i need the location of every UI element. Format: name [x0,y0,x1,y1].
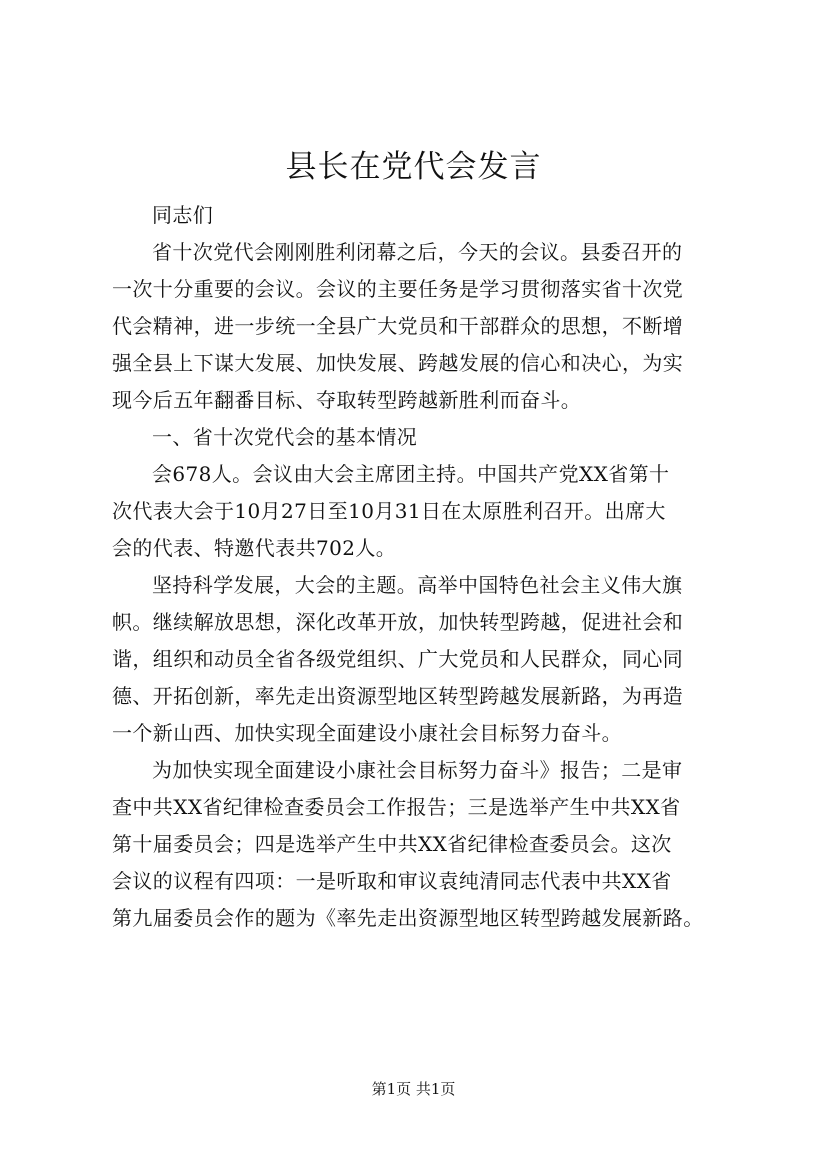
text-line: 德、开拓创新，率先走出资源型地区转型跨越发展新路，为再造 [112,684,684,708]
text-line: 谐，组织和动员全省各级党组织、广大党员和人民群众，同心同 [112,647,684,671]
text-line: 帜。继续解放思想，深化改革开放，加快转型跨越，促进社会和 [112,610,684,634]
text-line: 坚持科学发展，大会的主题。高举中国特色社会主义伟大旗 [152,573,683,597]
text-line: 查中共XX省纪律检查委员会工作报告；三是选举产生中共XX省 [112,795,681,819]
text-line: 第九届委员会作的题为《率先走出资源型地区转型跨越发展新路。 [112,906,704,930]
text-line: 次代表大会于10月27日至10月31日在太原胜利召开。出席大 [112,499,666,523]
text-line: 会678人。会议由大会主席团主持。中国共产党XX省第十 [152,462,670,486]
text-line: 一个新山西、加快实现全面建设小康社会目标努力奋斗。 [112,721,622,745]
text-line: 第十届委员会；四是选举产生中共XX省纪律检查委员会。这次 [112,832,672,856]
text-line: 现今后五年翻番目标、夺取转型跨越新胜利而奋斗。 [112,388,582,412]
text-line: 代会精神，进一步统一全县广大党员和干部群众的思想，不断增 [112,314,684,338]
document-title: 县长在党代会发言 [285,149,542,185]
section-heading: 一、省十次党代会的基本情况 [152,425,418,449]
text-line: 省十次党代会刚刚胜利闭幕之后，今天的会议。县委召开的 [152,240,683,264]
text-line: 为加快实现全面建设小康社会目标努力奋斗》报告；二是审 [152,758,683,782]
text-line: 强全县上下谋大发展、加快发展、跨越发展的信心和决心，为实 [112,351,684,375]
text-line: 会的代表、特邀代表共702人。 [112,536,397,560]
page-number-footer: 第1页 共1页 [371,1080,456,1098]
text-line: 同志们 [152,203,214,227]
text-line: 一次十分重要的会议。会议的主要任务是学习贯彻落实省十次党 [112,277,684,301]
text-line: 会议的议程有四项：一是听取和审议袁纯清同志代表中共XX省 [112,869,672,893]
document-body [112,197,716,937]
